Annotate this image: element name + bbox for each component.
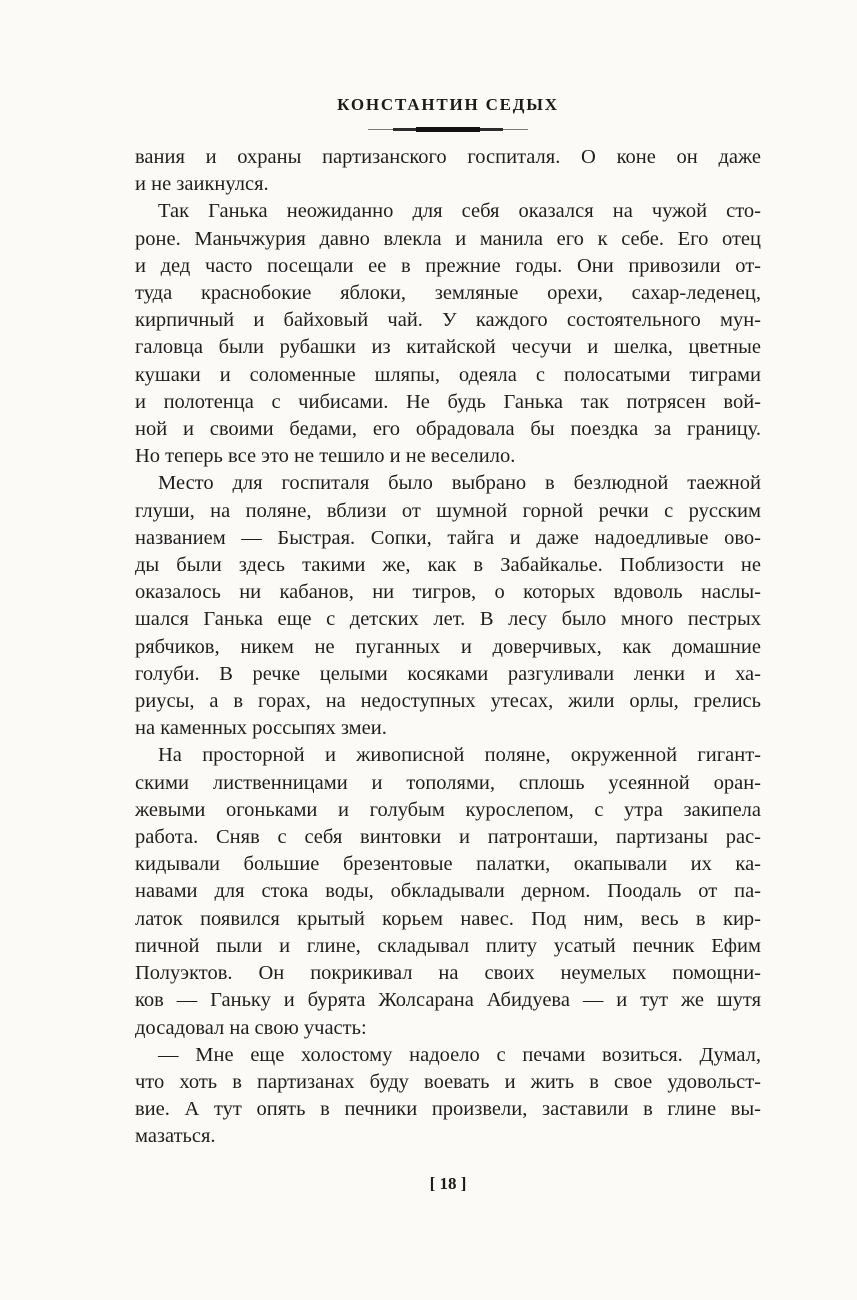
ornamental-divider [368, 126, 528, 132]
text-line: и полотенца с чибисами. Не будь Ганька так потрясен вой- [135, 390, 761, 413]
page-number: [ 18 ] [429, 1174, 467, 1193]
paragraph [135, 144, 761, 198]
text-line: работа. Сняв с себя винтовки и патронташи, партизаны рас- [135, 826, 761, 849]
text-line: На просторной и живописной поляне, окруженной гигант- [158, 744, 761, 767]
text-line: и не заикнулся. [135, 173, 269, 196]
text-line: названием — Быстрая. Сопки, тайга и даже надоедливые ово- [135, 526, 761, 549]
text-line: латок появился крытый корьем навес. Под ним, весь в кир- [135, 907, 761, 930]
text-line: ков — Ганьку и бурята Жолсарана Абидуева — и тут же шутя [135, 989, 761, 1012]
divider-core-line [416, 127, 480, 132]
text-line: кушаки и соломенные шляпы, одеяла с полосатыми тиграми [135, 363, 761, 386]
text-line: Полуэктов. Он покрикивал на своих неумелых помощни- [135, 962, 761, 985]
text-line: шался Ганька еще с детских лет. В лесу было много пестрых [135, 608, 761, 631]
text-line: голуби. В речке целыми косяками разгуливали ленки и ха- [135, 662, 761, 685]
text-line: пичной пыли и глине, складывал плиту усатый печник Ефим [135, 934, 761, 957]
text-line: Но теперь все это не тешило и не веселило. [135, 445, 516, 468]
text-line: вие. А тут опять в печники произвели, заставили в глине вы- [135, 1098, 761, 1121]
text-line: навами для стока воды, обкладывали дерном. Поодаль от па- [135, 880, 761, 903]
text-line: глуши, на поляне, вблизи от шумной горной речки с русским [135, 499, 761, 522]
paragraph [135, 470, 761, 742]
text-line: кирпичный и байховый чай. У каждого состоятельного мун- [135, 309, 761, 332]
text-line: — Мне еще холостому надоело с печами возиться. Думал, [158, 1043, 761, 1066]
text-line: что хоть в партизанах буду воевать и жить в свое удовольст- [135, 1070, 761, 1093]
text-line: мазаться. [135, 1125, 216, 1148]
text-line: на каменных россыпях змеи. [135, 717, 387, 740]
text-line: вания и охраны партизанского госпиталя. О коне он даже [135, 146, 761, 168]
running-head-author: КОНСТАНТИН СЕДЫХ [337, 95, 559, 114]
text-line: роне. Маньчжурия давно влекла и манила его к себе. Его отец [135, 227, 761, 250]
text-line: риусы, а в горах, на недоступных утесах, жили орлы, грелись [135, 690, 761, 713]
paragraph [135, 742, 761, 1041]
text-line: жевыми огоньками и голубым курослепом, с утра закипела [135, 798, 761, 821]
text-line: и дед часто посещали ее в прежние годы. Они привозили от- [135, 254, 761, 277]
text-line: ной и своими бедами, его обрадовала бы поездка за границу. [135, 418, 761, 441]
text-line: ды были здесь такими же, как в Забайкалье. Поблизости не [135, 554, 761, 577]
text-line: досадовал на свою участь: [135, 1016, 367, 1039]
text-line: туда краснобокие яблоки, земляные орехи, сахар-леденец, [135, 282, 761, 305]
text-line: галовца были рубашки из китайской чесучи и шелка, цветные [135, 336, 761, 359]
text-line: Место для госпиталя было выбрано в безлюдной таежной [158, 472, 761, 495]
text-line: рябчиков, никем не пуганных и доверчивых, как домашние [135, 635, 761, 658]
text-line: оказалось ни кабанов, ни тигров, о которых вдоволь наслы- [135, 581, 761, 604]
paragraph [135, 1042, 761, 1151]
paragraph [135, 198, 761, 470]
page-text [135, 144, 761, 1151]
text-line: скими лиственницами и тополями, сплошь усеянной оран- [135, 771, 761, 794]
text-line: Так Ганька неожиданно для себя оказался на чужой сто- [158, 200, 761, 223]
text-column [135, 0, 761, 1300]
text-line: кидывали большие брезентовые палатки, окапывали их ка- [135, 853, 761, 876]
